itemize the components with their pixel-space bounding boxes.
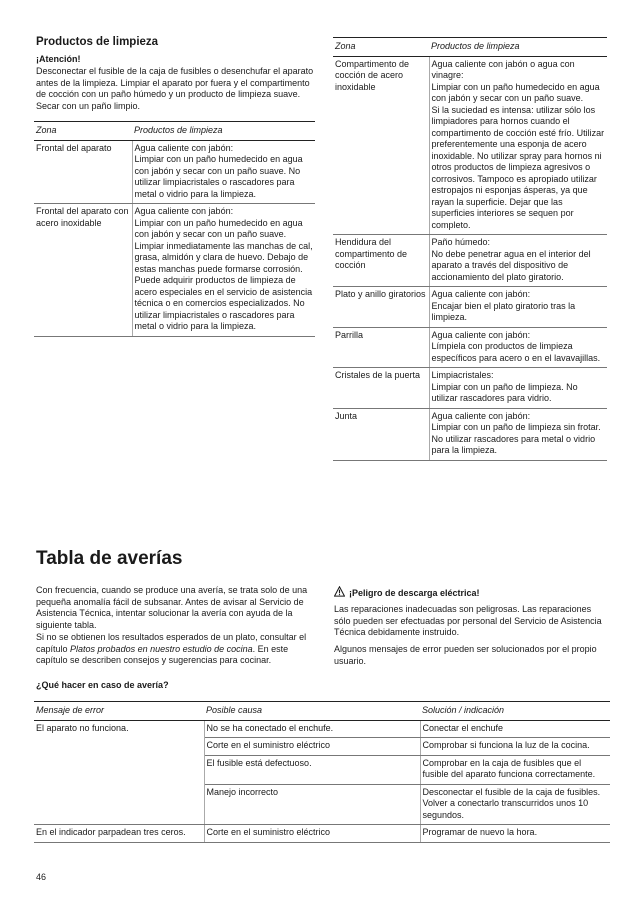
products-cell: Agua caliente con jabón o agua con vinagre: Limpiar con un paño humedecido en agua con jabón y secar con un paño suave. Si la suciedad es intensa: utilizar sólo los limpiadores para hornos cuando el compartimento de cocción esté frío. Utilizar preferentemente una esponja de acero inoxidable. No utilizar spray para hornos ni otros productos de limpieza agresivos o corrosivos. Tampoco es apropiado utilizar estropajos ni esponjas ásperas, ya que rayan la superficie. Dejar que las superficies interiores se sequen por completo. (429, 56, 607, 235)
solution-cell: Desconectar el fusible de la caja de fusibles. Volver a conectarlo transcurridos unos 10 segundos. (420, 784, 610, 825)
cause-cell: Manejo incorrecto (204, 784, 420, 825)
warning-text-1: Las reparaciones inadecuadas son peligrosas. Las reparaciones sólo pueden ser efectuadas por personal del Servicio de Asistencia Técnica debidamente instruido. (334, 604, 602, 637)
faults-title: Tabla de averías (36, 548, 183, 569)
products-cell: Limpiacristales: Limpiar con un paño de limpieza. No utilizar rascadores para vidrio. (429, 368, 607, 409)
table-row (34, 204, 315, 337)
zone-cell: Parrilla (333, 327, 429, 368)
zone-cell: Junta (333, 408, 429, 460)
message-cell (34, 755, 204, 784)
cleaning-title: Productos de limpieza (36, 36, 159, 48)
cause-cell: Corte en el suministro eléctrico (204, 738, 420, 756)
products-cell: Paño húmedo: No debe penetrar agua en el interior del aparato a través del dispositivo de accionamiento del plato giratorio. (429, 235, 607, 287)
zone-cell: Compartimento de cocción de acero inoxidable (333, 56, 429, 235)
message-cell (34, 784, 204, 825)
faults-intro-1: Con frecuencia, cuando se produce una avería, se trata solo de una pequeña anomalía fácil de subsanar. Antes de avisar al Servicio de Asistencia Técnica, intentar solucionar la avería con ayuda de la siguiente tabla. (36, 585, 308, 630)
products-cell: Agua caliente con jabón: Limpiar con un paño de limpieza sin frotar. No utilizar rascadores para metal o vidrio para la limpieza. (429, 408, 607, 460)
zone-cell: Plato y anillo giratorios (333, 287, 429, 328)
products-cell: Agua caliente con jabón: Encajar bien el plato giratorio tras la limpieza. (429, 287, 607, 328)
col-header-zone: Zona (333, 38, 429, 57)
table-row (34, 755, 610, 784)
solution-cell: Comprobar en la caja de fusibles que el fusible del aparato funciona correctamente. (420, 755, 610, 784)
warning-title: ¡Peligro de descarga eléctrica! (349, 588, 480, 598)
products-cell: Agua caliente con jabón: Limpiar con un paño humedecido en agua con jabón y secar con un paño suave. No utilizar limpiacristales o rascadores para metal o vidrio para la limpieza. (132, 140, 315, 204)
message-cell: En el indicador parpadean tres ceros. (34, 825, 204, 843)
col-header-zone: Zona (34, 122, 132, 141)
col-header-products: Productos de limpieza (429, 38, 607, 57)
col-header-products: Productos de limpieza (132, 122, 315, 141)
table-row (333, 368, 607, 409)
cause-cell: El fusible está defectuoso. (204, 755, 420, 784)
products-cell: Agua caliente con jabón: Límpiela con productos de limpieza específicos para acero o en el lavavajillas. (429, 327, 607, 368)
cause-cell: No se ha conectado el enchufe. (204, 720, 420, 738)
solution-cell: Conectar el enchufe (420, 720, 610, 738)
cause-cell: Corte en el suministro eléctrico (204, 825, 420, 843)
col-header-message: Mensaje de error (34, 702, 204, 721)
cleaning-table-right (333, 37, 607, 461)
table-row (34, 784, 610, 825)
faults-table (34, 701, 610, 843)
chapter-reference: Platos probados en nuestro estudio de cocina (70, 643, 253, 654)
table-row (34, 720, 610, 738)
table-row (333, 287, 607, 328)
col-header-cause: Posible causa (204, 702, 420, 721)
table-row (333, 327, 607, 368)
solution-cell: Comprobar si funciona la luz de la cocina. (420, 738, 610, 756)
col-header-solution: Solución / indicación (420, 702, 610, 721)
warning-title-line (334, 586, 480, 600)
cleaning-table-left (34, 121, 315, 337)
attention-label: ¡Atención! (36, 54, 81, 64)
zone-cell: Hendidura del compartimento de cocción (333, 235, 429, 287)
solution-cell: Programar de nuevo la hora. (420, 825, 610, 843)
faults-question: ¿Qué hacer en caso de avería? (36, 680, 169, 690)
faults-intro-2: Si no se obtienen los resultados esperados de un plato, consultar el capítulo Platos probados en nuestro estudio de cocina. En este capítulo se describen consejos y sugerencias para cocinar. (36, 632, 307, 665)
attention-text: Desconectar el fusible de la caja de fusibles o desenchufar el aparato antes de la limpieza. Limpiar el aparato por fuera y el compartimento de cocción con un paño húmedo y un producto de limpieza suave. Secar con un paño limpio. (36, 66, 314, 111)
table-row (333, 56, 607, 235)
zone-cell: Cristales de la puerta (333, 368, 429, 409)
table-row (333, 408, 607, 460)
table-row (333, 235, 607, 287)
zone-cell: Frontal del aparato (34, 140, 132, 204)
message-cell: El aparato no funciona. (34, 720, 204, 738)
table-row (34, 140, 315, 204)
warning-triangle-icon (334, 586, 345, 597)
message-cell (34, 738, 204, 756)
page-number: 46 (36, 872, 47, 882)
table-row (34, 825, 610, 843)
warning-text-2: Algunos mensajes de error pueden ser solucionados por el propio usuario. (334, 644, 597, 666)
table-row (34, 738, 610, 756)
products-cell: Agua caliente con jabón: Limpiar con un paño humedecido en agua con jabón y secar con un paño suave. Limpiar inmediatamente las manchas de cal, grasa, almidón y clara de huevo. Debajo de estas manchas puede formarse corrosión. Puede adquirir productos de limpieza de acero especiales en el servicio de asistencia técnica o en comercios especializados. No utilizar limpiacristales o rascadores para metal o vidrio para la limpieza. (132, 204, 315, 337)
zone-cell: Frontal del aparato con acero inoxidable (34, 204, 132, 337)
